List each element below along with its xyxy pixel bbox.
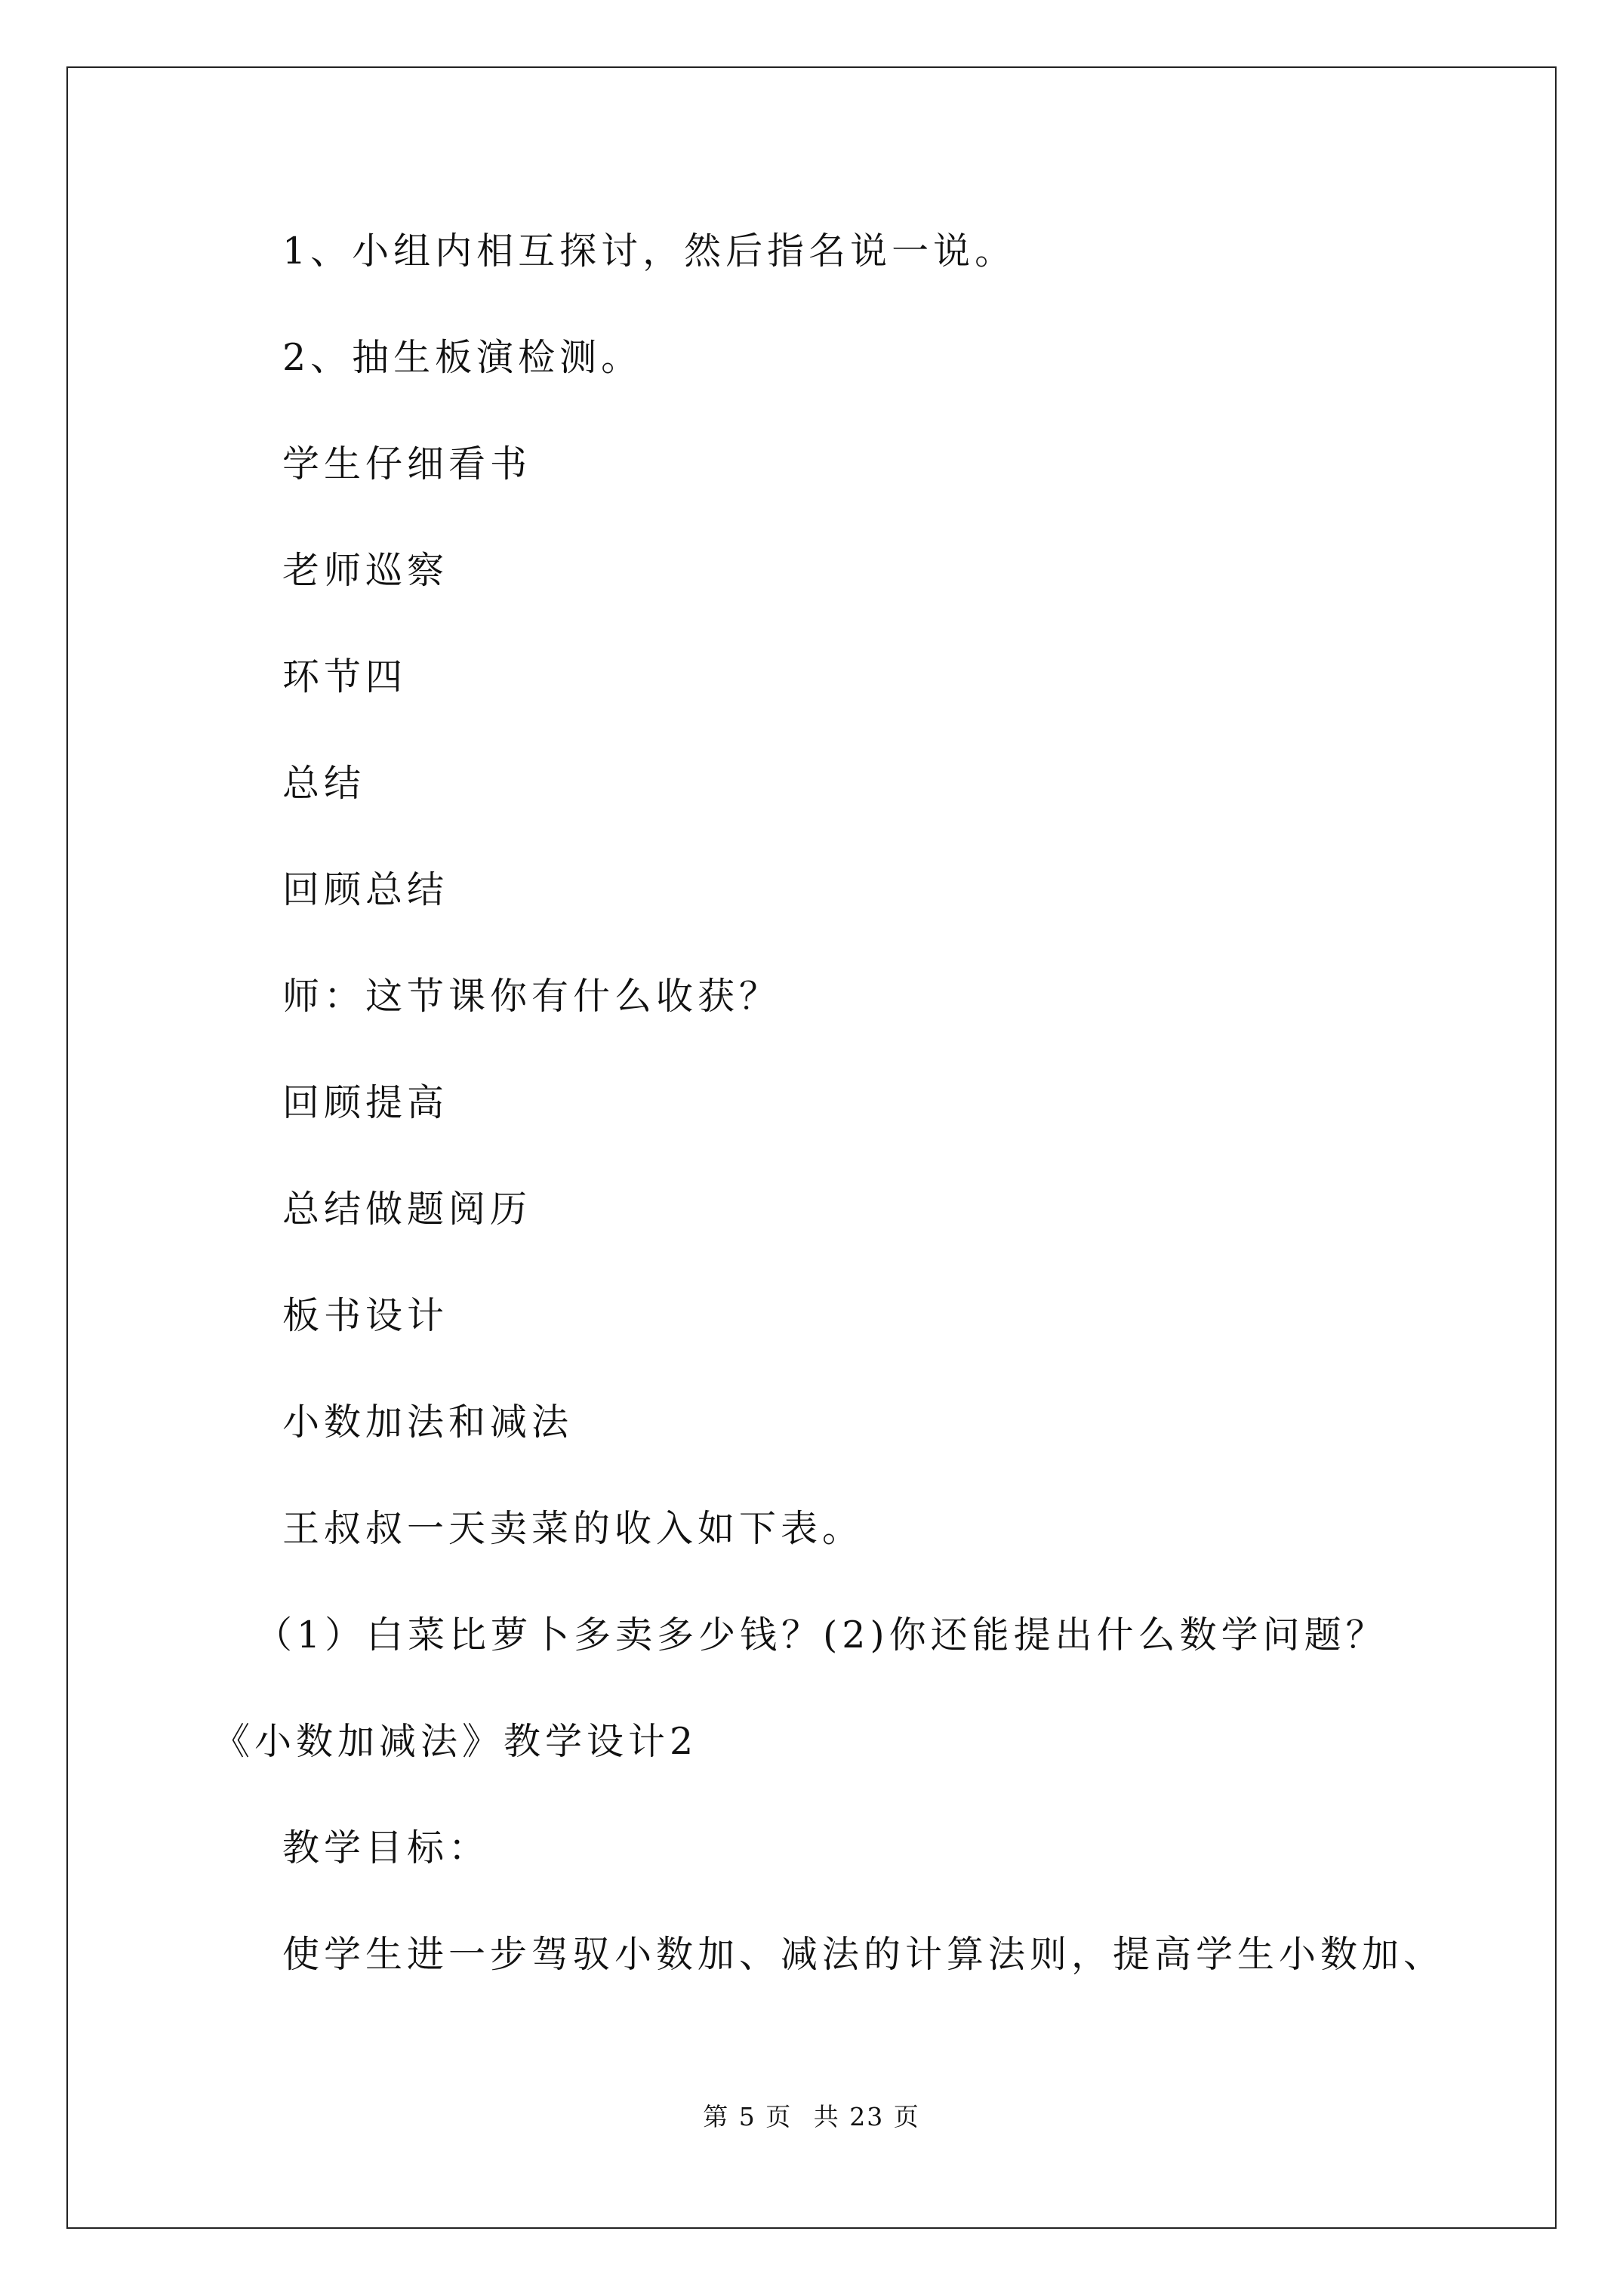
page-border [66, 66, 1557, 2229]
text-line-3: 学生仔细看书 [282, 442, 532, 485]
text-line-16: 教学目标： [282, 1826, 491, 1869]
text-line-5: 环节四 [282, 655, 408, 698]
page-footer [0, 2102, 1623, 2132]
section-heading: 《小数加减法》教学设计2 [213, 1720, 698, 1763]
text-line-7: 回顾总结 [282, 868, 449, 911]
text-line-6: 总结 [282, 762, 366, 805]
page-number: 第 5 页 [703, 2102, 793, 2131]
text-line-8: 师：这节课你有什么收获？ [282, 975, 781, 1018]
text-line-11: 板书设计 [282, 1294, 449, 1337]
text-line-14: （1）白菜比萝卜多卖多少钱？(2)你还能提出什么数学问题？ [255, 1613, 1387, 1657]
text-line-10: 总结做题阅历 [282, 1188, 532, 1231]
page-total: 共 23 页 [813, 2102, 920, 2131]
text-line-17: 使学生进一步驾驭小数加、减法的计算法则，提高学生小数加、 [282, 1933, 1446, 1976]
text-line-9: 回顾提高 [282, 1081, 449, 1124]
text-line-2: 2、抽生板演检测。 [282, 336, 643, 379]
text-line-12: 小数加法和减法 [282, 1401, 574, 1444]
text-line-13: 王叔叔一天卖菜的收入如下表。 [282, 1507, 864, 1550]
text-line-4: 老师巡察 [282, 549, 449, 592]
text-line-1: 1、小组内相互探讨，然后指名说一说。 [282, 230, 1017, 273]
